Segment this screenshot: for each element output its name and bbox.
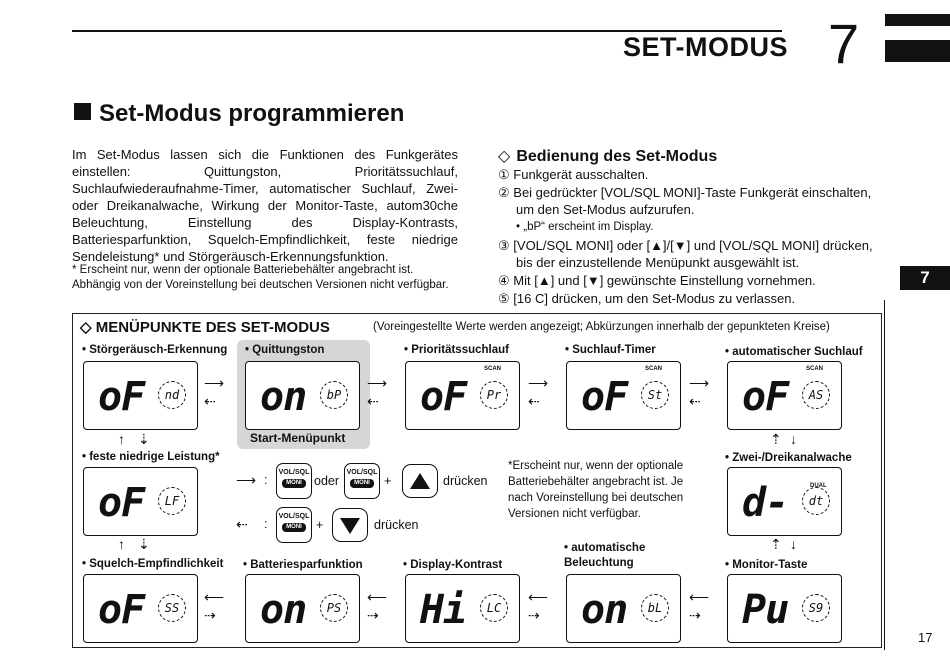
arrow-right-dashed-icon: ⇢ bbox=[528, 607, 540, 623]
lcd-display: on bL bbox=[566, 574, 681, 643]
menu-subtitle: (Voreingestellte Werte werden angezeigt; Abkürzungen innerhalb der gepunkteten Kreise) bbox=[373, 321, 830, 333]
item-label: • Batteriesparfunktion bbox=[243, 559, 363, 571]
start-item-label: Start-Menüpunkt bbox=[250, 431, 346, 445]
diamond-icon: ◇ bbox=[80, 319, 96, 336]
section-title bbox=[74, 100, 404, 128]
legend-or: oder bbox=[314, 474, 340, 488]
step-1: ① Funkgerät ausschalten. bbox=[498, 167, 649, 182]
section-title-text: Set-Modus programmieren bbox=[99, 100, 405, 127]
lcd-display: SCAN oF St bbox=[566, 361, 681, 430]
arrow-right-icon: ⟶ bbox=[236, 472, 257, 488]
thumb-tab-bar bbox=[885, 40, 950, 62]
step-2-note: • „bP“ erscheint im Display. bbox=[516, 221, 654, 233]
arrow-left-icon: ⟵ bbox=[528, 589, 549, 605]
item-label: • Monitor-Taste bbox=[725, 559, 808, 571]
vol-sql-moni-key-icon: VOL/SQL MONI bbox=[276, 463, 312, 499]
item-label: • Zwei-/Dreikanalwache bbox=[725, 452, 852, 464]
arrow-left-dashed-icon: ⇠ bbox=[528, 393, 540, 409]
legend-press: drücken bbox=[443, 474, 488, 488]
lcd-display: Pu S9 bbox=[727, 574, 842, 643]
lcd-display: SCAN oF AS bbox=[727, 361, 842, 430]
item-label: • Display-Kontrast bbox=[403, 559, 503, 571]
item-label: • Squelch-Empfindlichkeit bbox=[82, 558, 224, 570]
vol-sql-moni-key-icon: VOL/SQL MONI bbox=[276, 507, 312, 543]
arrow-right-dashed-icon: ⇢ bbox=[204, 607, 216, 623]
operation-steps bbox=[498, 166, 884, 308]
arrow-down-dashed-icon: ⇣ bbox=[138, 431, 150, 447]
arrow-right-icon: ⟶ bbox=[689, 375, 710, 391]
item-label: • feste niedrige Leistung* bbox=[82, 451, 220, 463]
item-label: • Suchlauf-Timer bbox=[565, 344, 656, 356]
arrow-right-dashed-icon: ⇢ bbox=[367, 607, 379, 623]
lcd-display: SCAN oF Pr bbox=[405, 361, 520, 430]
down-key-icon bbox=[332, 508, 368, 542]
lcd-display: on bP bbox=[245, 361, 360, 430]
arrow-up-dashed-icon: ⇡ bbox=[770, 536, 782, 552]
operation-title-text: Bedienung des Set-Modus bbox=[516, 148, 718, 165]
arrow-up-icon: ↑ bbox=[118, 536, 125, 552]
arrow-left-dashed-icon: ⇠ bbox=[367, 393, 379, 409]
step-5: ⑤ [16 C] drücken, um den Set-Modus zu verlassen. bbox=[498, 291, 796, 306]
lcd-display: oF nd bbox=[83, 361, 198, 430]
arrow-left-dashed-icon: ⇠ bbox=[204, 393, 216, 409]
lcd-display: DUAL d- dt bbox=[727, 467, 842, 536]
square-bullet-icon bbox=[74, 103, 91, 120]
arrow-left-icon: ⟵ bbox=[689, 589, 710, 605]
arrow-left-dashed-icon: ⇠ bbox=[236, 516, 248, 532]
vol-sql-moni-key-icon: VOL/SQL MONI bbox=[344, 463, 380, 499]
legend-colon: : bbox=[264, 517, 268, 531]
item-label: • automatischer Suchlauf bbox=[725, 346, 863, 358]
item-label: • automatische Beleuchtung bbox=[564, 542, 646, 569]
item-label: • Quittungston bbox=[245, 344, 325, 356]
item-label: • Prioritätssuchlauf bbox=[404, 344, 509, 356]
legend-plus: + bbox=[316, 518, 324, 532]
menu-footnote: *Erscheint nur, wenn der optionale Batteriebehälter angebracht ist. Je nach Voreinstellung bei deutschen Versionen nicht verfügbar. bbox=[508, 460, 684, 520]
arrow-right-icon: ⟶ bbox=[367, 375, 388, 391]
step-4: ④ Mit [▲] und [▼] gewünschte Einstellung vornehmen. bbox=[498, 273, 816, 288]
side-chapter-tab: 7 bbox=[900, 266, 950, 290]
arrow-down-icon: ↓ bbox=[790, 431, 797, 447]
step-3: ③ [VOL/SQL MONI] oder [▲]/[▼] und [VOL/SQL MONI] drücken, bis der einzustellende Menüpunkt ausgewählt ist. bbox=[498, 238, 873, 270]
intro-paragraph: Im Set-Modus lassen sich die Funktionen des Funkgerätes einstellen: Quittungston, Prioritätssuchlauf, Suchlaufwiederaufnahme-Timer, automatischer Suchlauf, Zwei- oder Dreikanalwache, Wirkung der Monitor-Taste, autom30che Beleuchtung, Einstellung des Display-Kontrasts, Batteriesparfunktion, Squelch-Empfindlichkeit, feste niedrige Sendeleistung* und Störgeräusch-Erkennungsfunktion. bbox=[72, 147, 458, 264]
step-2: ② Bei gedrückter [VOL/SQL MONI]-Taste Funkgerät einschalten, um den Set-Modus aufzurufen. bbox=[498, 185, 872, 217]
legend-plus: + bbox=[384, 474, 392, 488]
lcd-display: oF SS bbox=[83, 574, 198, 643]
arrow-left-icon: ⟵ bbox=[367, 589, 388, 605]
item-label: • Störgeräusch-Erkennung bbox=[82, 344, 228, 356]
lcd-display: oF LF bbox=[83, 467, 198, 536]
arrow-right-icon: ⟶ bbox=[204, 375, 225, 391]
up-key-icon bbox=[402, 464, 438, 498]
arrow-down-dashed-icon: ⇣ bbox=[138, 536, 150, 552]
legend-press: drücken bbox=[374, 518, 419, 532]
margin-rule bbox=[884, 300, 885, 650]
arrow-left-dashed-icon: ⇠ bbox=[689, 393, 701, 409]
arrow-up-dashed-icon: ⇡ bbox=[770, 431, 782, 447]
arrow-up-icon: ↑ bbox=[118, 431, 125, 447]
arrow-right-dashed-icon: ⇢ bbox=[689, 607, 701, 623]
menu-title: ◇ MENÜPUNKTE DES SET-MODUS bbox=[80, 319, 330, 336]
arrow-down-icon: ↓ bbox=[790, 536, 797, 552]
diamond-icon: ◇ bbox=[498, 148, 511, 165]
page-number: 17 bbox=[918, 630, 933, 645]
thumb-tab-bar bbox=[885, 14, 950, 26]
arrow-right-icon: ⟶ bbox=[528, 375, 549, 391]
chapter-number: 7 bbox=[828, 12, 860, 75]
intro-note: * Erscheint nur, wenn der optionale Batteriebehälter angebracht ist. Abhängig von der Voreinstellung bei deutschen Versionen nicht verfügbar. bbox=[72, 264, 449, 291]
lcd-display: Hi LC bbox=[405, 574, 520, 643]
arrow-left-icon: ⟵ bbox=[204, 589, 225, 605]
legend-colon: : bbox=[264, 473, 268, 487]
chapter-title: SET-MODUS bbox=[622, 32, 788, 62]
lcd-display: on PS bbox=[245, 574, 360, 643]
operation-title bbox=[498, 146, 717, 166]
